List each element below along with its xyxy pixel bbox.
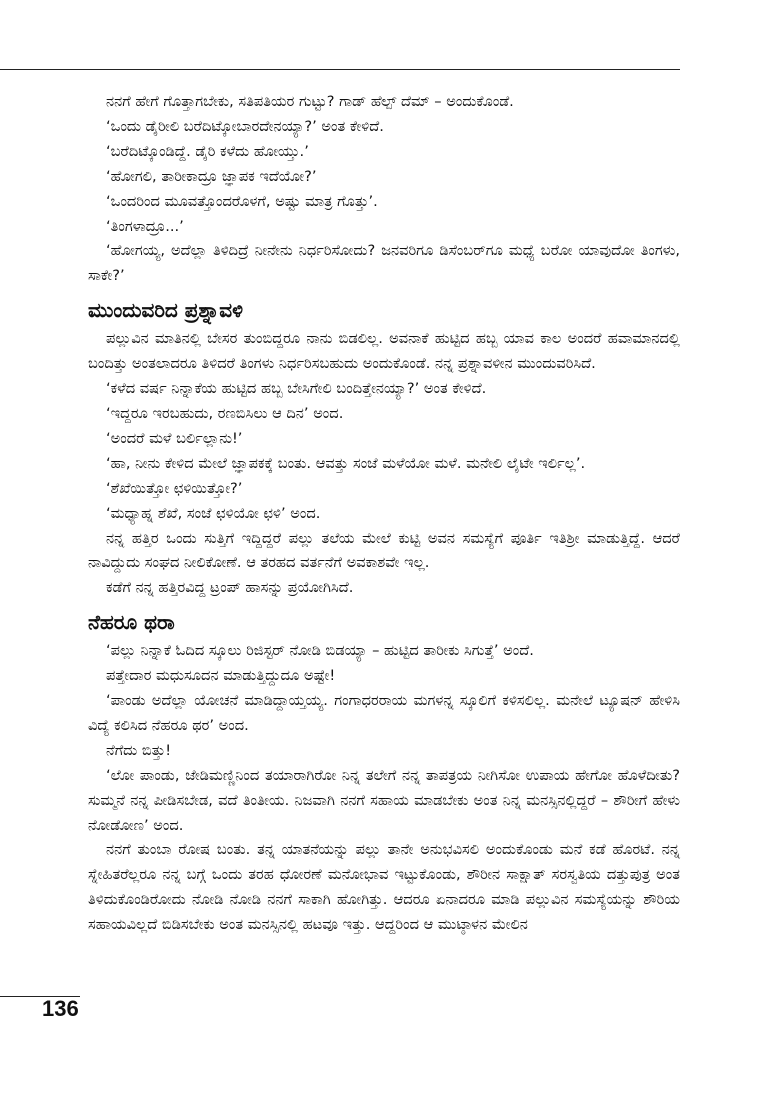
paragraph: ನನಗೆ ಹೇಗೆ ಗೊತ್ತಾಗಬೇಕು, ಸತಿಪತಿಯರ ಗುಟ್ಟು? ಗಾಡ್ ಹೆಲ್ಪ್ ದೆಮ್ – ಅಂದುಕೊಂಡೆ.	[106, 93, 514, 110]
page-number: 136	[42, 996, 79, 1021]
paragraph: ನೆಗೆದು ಬಿತ್ತು!	[106, 741, 172, 759]
paragraph: ಪಲ್ಲುವಿನ ಮಾತಿನಲ್ಲಿ ಬೇಸರ ತುಂಬಿದ್ದರೂ ನಾನು ಬಿಡಲಿಲ್ಲ. ಅವನಾಕೆ ಹುಟ್ಟಿದ ಹಬ್ಬ ಯಾವ ಕಾಲ ಅಂದರೆ ಹವಾಮಾನದಲ್ಲಿ ಬಂದಿತ್ತು ಅಂತಲಾದರೂ ತಿಳಿದರೆ ತಿಂಗಳು ನಿರ್ಧರಿಸಬಹುದು ಅಂದುಕೊಂಡೆ. ನನ್ನ ಪ್ರಶ್ನಾವಳೀನ ಮುಂದುವರಿಸಿದೆ.	[88, 330, 680, 373]
paragraph: ‘ಇದ್ದರೂ ಇರಬಹುದು, ರಣಬಿಸಿಲು ಆ ದಿನ’ ಅಂದ.	[106, 404, 344, 422]
paragraph: ‘ಪಲ್ಲು ನಿನ್ನಾಕೆ ಓದಿದ ಸ್ಕೂಲು ರಿಜಿಸ್ಟರ್ ನೋಡಿ ಬಿಡಯ್ಯಾ – ಹುಟ್ಟಿದ ತಾರೀಕು ಸಿಗುತ್ತೆ’ ಅಂದೆ.	[106, 642, 534, 660]
top-rule	[0, 69, 680, 70]
paragraph: ‘ಅಂದರೆ ಮಳೆ ಬರ್ಲಿಲ್ಲಾನು!’	[106, 429, 243, 447]
paragraph: ‘ತಿಂಗಳಾದ್ರೂ...’	[106, 217, 184, 235]
paragraph: ‘ಒಂದು ಡೈರೀಲಿ ಬರೆದಿಟ್ಕೋಬಾರದೇನಯ್ಯಾ?’ ಅಂತ ಕೇಳಿದೆ.	[106, 117, 384, 135]
section-heading: ಮುಂದುವರಿದ ಪ್ರಶ್ನಾವಳಿ	[88, 298, 243, 323]
paragraph: ‘ಹಾ, ನೀನು ಕೇಳಿದ ಮೇಲೆ ಜ್ಞಾಪಕಕ್ಕೆ ಬಂತು. ಆವತ್ತು ಸಂಜೆ ಮಳೆಯೋ ಮಳೆ. ಮನೇಲಿ ಲೈಟೇ ಇರ್ಲಿಲ್ಲ’.	[106, 454, 586, 472]
paragraph: ‘ಹೋಗಯ್ಯ, ಅದೆಲ್ಲಾ ತಿಳಿದಿದ್ರೆ ನೀನೇನು ನಿರ್ಧರಿಸೋದು? ಜನವರಿಗೂ ಡಿಸೆಂಬರ್‌ಗೂ ಮಧ್ಯೆ ಬರೋ ಯಾವುದೋ ತಿಂಗಳು, ಸಾಕೇ?’	[88, 242, 680, 285]
paragraph: ‘ಬರೆದಿಟ್ಕೊಂಡಿದ್ದೆ. ಡೈರಿ ಕಳೆದು ಹೋಯ್ತು.’	[106, 142, 309, 160]
paragraph: ‘ಒಂದರಿಂದ ಮೂವತ್ತೊಂದರೊಳಗೆ, ಅಷ್ಟು ಮಾತ್ರ ಗೊತ್ತು’.	[106, 192, 378, 210]
paragraph: ‘ಲೋ ಪಾಂಡು, ಜೇಡಿಮಣ್ಣಿನಿಂದ ತಯಾರಾಗಿರೋ ನಿನ್ನ ತಲೇಗೆ ನನ್ನ ತಾಪತ್ರಯ ನೀಗಿಸೋ ಉಪಾಯ ಹೇಗೋ ಹೊಳೆದೀತು? ಸುಮ್ಮನೆ ನನ್ನ ಪೀಡಿಸಬೇಡ, ವದೆ ತಿಂತೀಯ. ನಿಜವಾಗಿ ನನಗೆ ಸಹಾಯ ಮಾಡಬೇಕು ಅಂತ ನಿನ್ನ ಮನಸ್ಸಿನಲ್ಲಿದ್ದರೆ – ಶೌರೀಗೆ ಹೇಳು ನೋಡೋಣ’ ಅಂದ.	[88, 766, 680, 834]
paragraph: ‘ಹೋಗಲಿ, ತಾರೀಕಾದ್ರೂ ಜ್ಞಾಪಕ ಇದೆಯೋ?’	[106, 167, 317, 185]
page-body	[88, 90, 680, 938]
paragraph: ನನ್ನ ಹತ್ತಿರ ಒಂದು ಸುತ್ತಿಗೆ ಇದ್ದಿದ್ದರೆ ಪಲ್ಲು ತಲೆಯ ಮೇಲೆ ಕುಟ್ಟಿ ಅವನ ಸಮಸ್ಯೆಗೆ ಪೂರ್ತಿ ಇತಿಶ್ರೀ ಮಾಡುತ್ತಿದ್ದೆ. ಆದರೆ ನಾವಿದ್ದುದು ಸಂಘದ ನೀಲಿಕೋಣೆ. ಆ ತರಹದ ವರ್ತನೆಗೆ ಅವಕಾಶವೇ ಇಲ್ಲ.	[88, 529, 680, 572]
paragraph: ನನಗೆ ತುಂಬಾ ರೋಷ ಬಂತು. ತನ್ನ ಯಾತನೆಯನ್ನು ಪಲ್ಲು ತಾನೇ ಅನುಭವಿಸಲಿ ಅಂದುಕೊಂಡು ಮನೆ ಕಡೆ ಹೊರಟೆ. ನನ್ನ ಸ್ನೇಹಿತರೆಲ್ಲರೂ ನನ್ನ ಬಗ್ಗೆ ಒಂದು ತರಹ ಧೋರಣೆ ಮನೋಭಾವ ಇಟ್ಟುಕೊಂಡು, ಶೌರೀನ ಸಾಕ್ಷಾತ್ ಸರಸ್ವತಿಯ ದತ್ತುಪುತ್ರ ಅಂತ ತಿಳಿದುಕೊಂಡಿರೋದು ನೋಡಿ ನೋಡಿ ನನಗೆ ಸಾಕಾಗಿ ಹೋಗಿತ್ತು. ಆದರೂ ಏನಾದರೂ ಮಾಡಿ ಪಲ್ಲುವಿನ ಸಮಸ್ಯೆಯನ್ನು ಶೌರಿಯ ಸಹಾಯವಿಲ್ಲದೆ ಬಿಡಿಸಬೇಕು ಅಂತ ಮನಸ್ಸಿನಲ್ಲಿ ಹಟವೂ ಇತ್ತು. ಆದ್ದರಿಂದ ಆ ಮುಟ್ಠಾಳನ ಮೇಲಿನ	[88, 841, 680, 934]
paragraph: ‘ಪಾಂಡು ಅದೆಲ್ಲಾ ಯೋಚನೆ ಮಾಡಿದ್ದಾಯ್ತಯ್ಯ. ಗಂಗಾಧರರಾಯ ಮಗಳನ್ನ ಸ್ಕೂಲಿಗೆ ಕಳಿಸಲಿಲ್ಲ. ಮನೇಲೆ ಟ್ಯೂಷನ್ ಹೇಳಿಸಿ ವಿದ್ಯೆ ಕಲಿಸಿದ ನೆಹರೂ ಥರ’ ಅಂದ.	[88, 692, 680, 734]
paragraph: ಪತ್ತೇದಾರ ಮಧುಸೂದನ ಮಾಡುತ್ತಿದ್ದುದೂ ಅಷ್ಟೇ!	[106, 667, 336, 685]
paragraph: ‘ಶೆಖೆಯಿತ್ತೋ ಛಳಿಯಿತ್ತೋ?’	[106, 479, 243, 497]
paragraph: ಕಡೆಗೆ ನನ್ನ ಹತ್ತಿರವಿದ್ದ ಟ್ರಂಪ್ ಹಾಸನ್ನು ಪ್ರಯೋಗಿಸಿದೆ.	[106, 579, 354, 597]
paragraph: ‘ಮಧ್ಯಾಹ್ನ ಶೆಖೆ, ಸಂಜೆ ಛಳಿಯೋ ಛಳಿ’ ಅಂದ.	[106, 504, 321, 522]
section-heading: ನೆಹರೂ ಥರಾ	[88, 610, 175, 635]
paragraph: ‘ಕಳೆದ ವರ್ಷ ನಿನ್ನಾಕೆಯ ಹುಟ್ಟಿದ ಹಬ್ಬ ಬೇಸಿಗೇಲಿ ಬಂದಿತ್ತೇನಯ್ಯಾ?’ ಅಂತ ಕೇಳಿದೆ.	[106, 380, 487, 398]
